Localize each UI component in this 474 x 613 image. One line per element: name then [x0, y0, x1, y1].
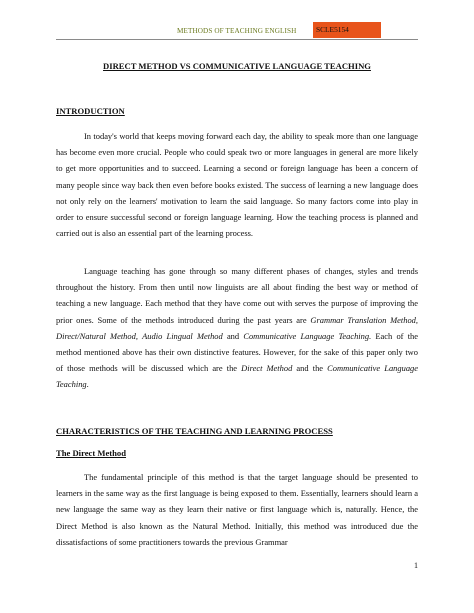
paragraph-text: , [135, 330, 143, 341]
paragraph-text: Each of the method mentioned above has their own distinctive features. However, for the sake of this paper only two of those methods will be discussed which are the [56, 330, 418, 374]
paragraph-text: and the [292, 363, 328, 374]
paragraph-text: , [415, 314, 418, 325]
method-name: Direct/Natural Method [56, 330, 136, 341]
header-course-code: SCLE5154 [313, 22, 381, 38]
method-name: Grammar Translation Method [310, 314, 416, 325]
direct-method-paragraph: The fundamental principle of this method is that the target language should be presented to learners in the same way as the first language is being exposed to them. Essentially, learners should learn a new language the same way as they learn their native or first language which is, naturally. Hence, the Direct Method is also known as the Natural Method. Initially, this method was introduced due the dissatisfactions of some practitioners towards the previous Grammar [56, 472, 418, 547]
paragraph-text: . [86, 379, 89, 390]
header-divider [56, 39, 418, 40]
introduction-paragraph-2 [56, 263, 418, 393]
introduction-paragraph-1: In today's world that keeps moving forward each day, the ability to speak more than one language has become even more crucial. People who could speak two or more languages in general are more likely to get more opportunities and to succeed. Learning a second or foreign language has been a concern of many people since way back then even before books existed. The success of learning a new language does not only rely on the learners' motivation to learn the said language. So many factors come into play in order to ensure successful second or foreign language learning. How the teaching process is planned and carried out is also an essential part of the learning process. [56, 131, 418, 239]
page-header [0, 18, 474, 40]
paragraph-text: and [222, 330, 244, 341]
direct-method-subheading: The Direct Method [56, 448, 127, 458]
paragraph-text: Language teaching has gone through so many different phases of changes, styles and trends throughout the history. From then until now linguists are all about finding the best way or method of teaching a new language. Each method that they have come out with serves the purpose of improving the prior ones. Some of the methods introduced during the past years are [56, 266, 418, 325]
method-name: Direct Method [241, 363, 293, 374]
document-title: DIRECT METHOD VS COMMUNICATIVE LANGUAGE TEACHING [103, 61, 371, 71]
header-course-title: METHODS OF TEACHING ENGLISH [177, 27, 297, 35]
introduction-heading: INTRODUCTION [56, 106, 125, 116]
method-name: Communicative Language Teaching. [243, 330, 372, 341]
characteristics-heading: CHARACTERISTICS OF THE TEACHING AND LEARNING PROCESS [56, 426, 333, 436]
page-number: 1 [414, 561, 418, 570]
method-name: Communicative Language Teaching [56, 363, 418, 390]
method-name: Audio Lingual Method [142, 330, 223, 341]
